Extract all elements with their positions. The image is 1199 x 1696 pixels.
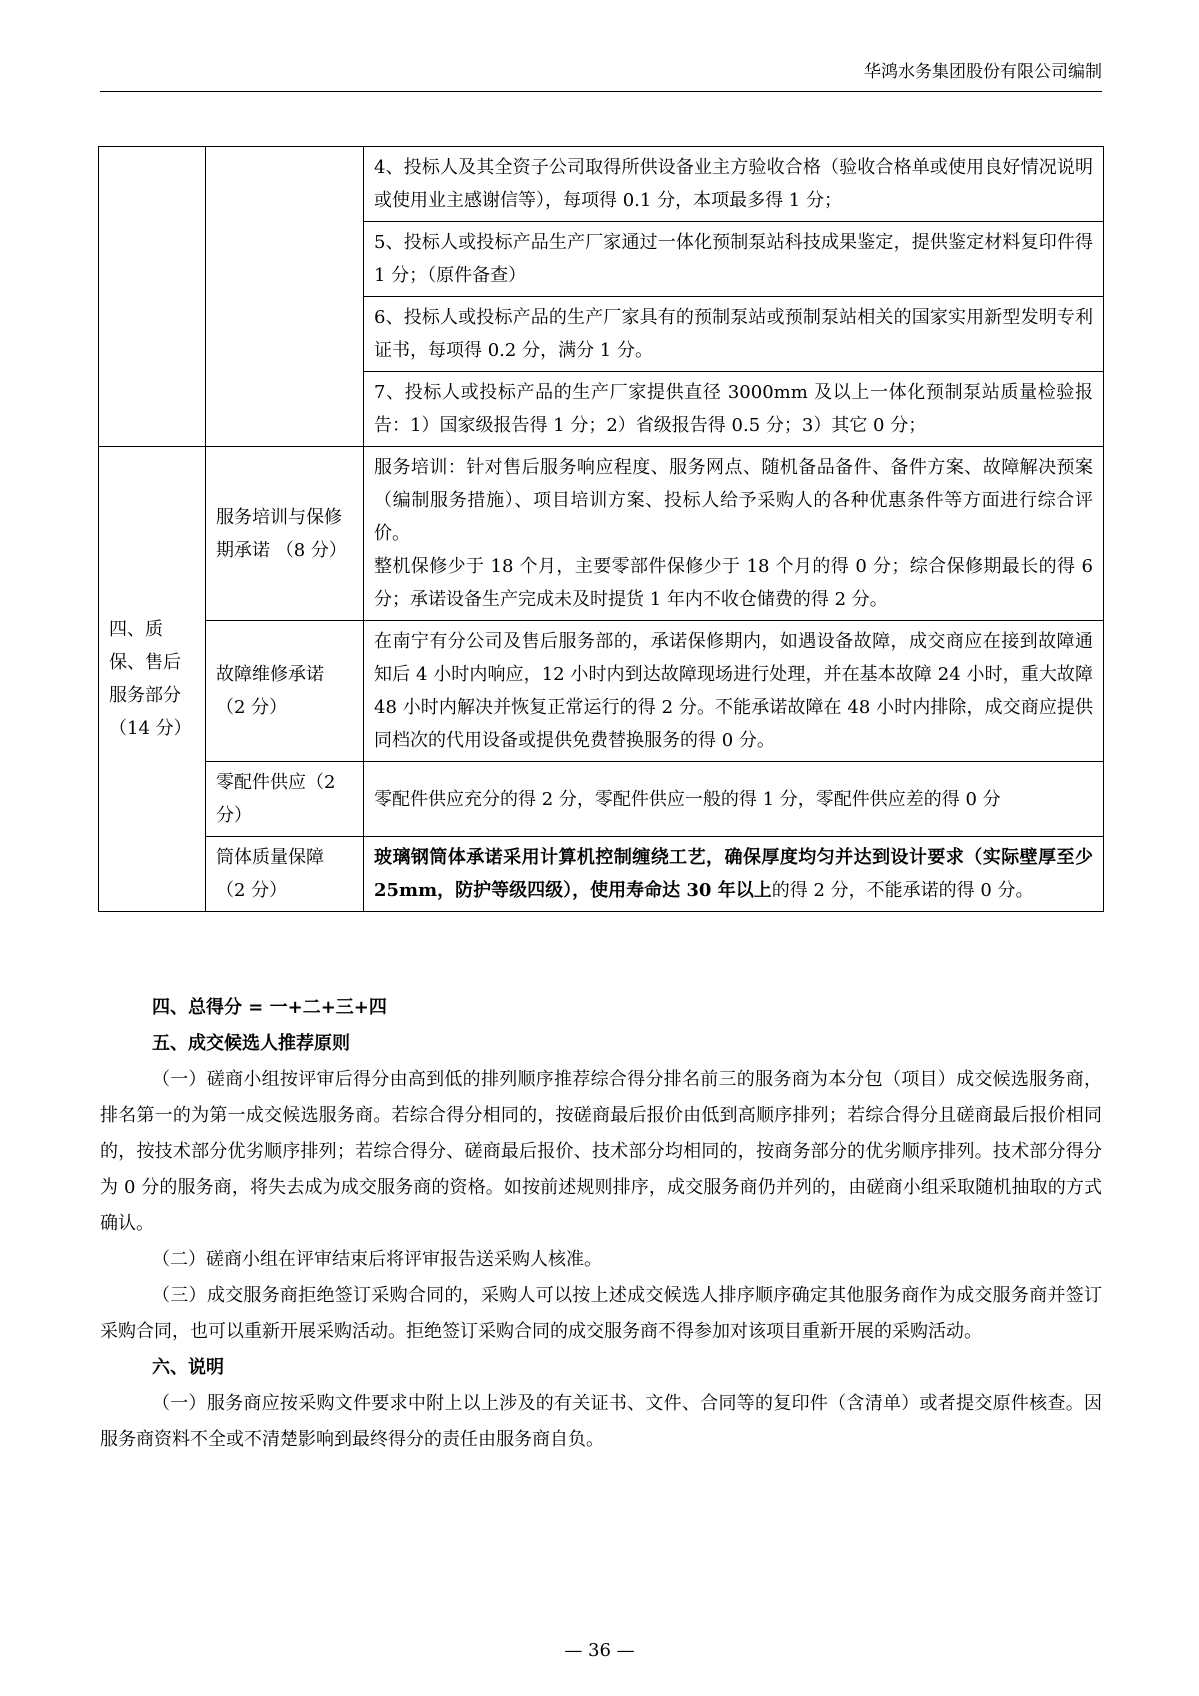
criteria-cell: 6、投标人或投标产品的生产厂家具有的预制泵站或预制泵站相关的国家实用新型发明专利证书，每项得 0.2 分，满分 1 分。 [364, 297, 1104, 372]
table-row [99, 837, 1104, 912]
table-row [99, 447, 1104, 621]
recommend-heading: 五、成交候选人推荐原则 [152, 1033, 350, 1054]
criteria-cell: 7、投标人或投标产品的生产厂家提供直径 3000mm 及以上一体化预制泵站质量检验报告：1）国家级报告得 1 分；2）省级报告得 0.5 分；3）其它 0 分； [364, 372, 1104, 447]
paragraph: （一）磋商小组按评审后得分由高到低的排列顺序推荐综合得分排名前三的服务商为本分包（项目）成交候选服务商，排名第一的为第一成交候选服务商。若综合得分相同的，按磋商最后报价由低到高顺序排列；若综合得分且磋商最后报价相同的，按技术部分优劣顺序排列；若综合得分、磋商最后报价、技术部分均相同的，按商务部分的优劣顺序排列。技术部分得分为 0 分的服务商，将失去成为成交服务商的资格。如按前述规则排序，成交服务商仍并列的，由磋商小组采取随机抽取的方式确认。 [100, 1069, 1102, 1234]
criteria-cell [364, 837, 1104, 912]
criteria-text: 服务培训：针对售后服务响应程度、服务网点、随机备品备件、备件方案、故障解决预案（编制服务措施）、项目培训方案、投标人给予采购人的各种优惠条件等方面进行综合评价。 [374, 457, 1093, 544]
item-cell: 零配件供应（2 分） [206, 762, 364, 837]
table-row [99, 147, 1104, 222]
notes-heading: 六、说明 [152, 1357, 224, 1378]
scoring-table [98, 146, 1104, 912]
criteria-cell: 零配件供应充分的得 2 分，零配件供应一般的得 1 分，零配件供应差的得 0 分 [364, 762, 1104, 837]
paragraph: （二）磋商小组在评审结束后将评审报告送采购人核准。 [152, 1249, 602, 1270]
paragraph: （一）服务商应按采购文件要求中附上以上涉及的有关证书、文件、合同等的复印件（含清单）或者提交原件核查。因服务商资料不全或不清楚影响到最终得分的责任由服务商自负。 [100, 1393, 1102, 1450]
section-label-cell: 四、质保、售后服务部分（14 分） [99, 447, 206, 912]
page-number: — 36 — [564, 1640, 635, 1661]
page-header: 华鸿水务集团股份有限公司编制 [864, 62, 1102, 82]
item-cell: 故障维修承诺（2 分） [206, 621, 364, 762]
criteria-text: 的得 2 分，不能承诺的得 0 分。 [771, 880, 1034, 901]
table-row [99, 762, 1104, 837]
criteria-cell [364, 447, 1104, 621]
criteria-cell: 在南宁有分公司及售后服务部的，承诺保修期内，如遇设备故障，成交商应在接到故障通知后 4 小时内响应，12 小时内到达故障现场进行处理，并在基本故障 24 小时，重大故障 48 小时内解决并恢复正常运行的得 2 分。不能承诺故障在 48 小时内排除，成交商应提供同档次的代用设备或提供免费替换服务的得 0 分。 [364, 621, 1104, 762]
header-divider [100, 91, 1102, 92]
criteria-cell: 5、投标人或投标产品生产厂家通过一体化预制泵站科技成果鉴定，提供鉴定材料复印件得 1 分；（原件备查） [364, 222, 1104, 297]
item-cell: 服务培训与保修期承诺 （8 分） [206, 447, 364, 621]
criteria-bold-text: 玻璃钢筒体承诺采用计算机控制缠绕工艺，确保厚度均匀并达到设计要求（实际壁厚至少 25mm，防护等级四级），使用寿命达 30 年以上 [374, 847, 1093, 901]
criteria-text: 整机保修少于 18 个月，主要零部件保修少于 18 个月的得 0 分；综合保修期最长的得 6 分；承诺设备生产完成未及时提货 1 年内不收仓储费的得 2 分。 [374, 556, 1093, 610]
criteria-cell: 4、投标人及其全资子公司取得所供设备业主方验收合格（验收合格单或使用良好情况说明或使用业主感谢信等），每项得 0.1 分，本项最多得 1 分； [364, 147, 1104, 222]
table-cell-empty [206, 147, 364, 447]
item-cell: 筒体质量保障（2 分） [206, 837, 364, 912]
table-row [99, 621, 1104, 762]
total-score-heading: 四、总得分 = 一+二+三+四 [152, 997, 387, 1018]
paragraph: （三）成交服务商拒绝签订采购合同的，采购人可以按上述成交候选人排序顺序确定其他服务商作为成交服务商并签订采购合同，也可以重新开展采购活动。拒绝签订采购合同的成交服务商不得参加对该项目重新开展的采购活动。 [100, 1285, 1102, 1342]
table-cell-empty [99, 147, 206, 447]
body-text [100, 990, 1102, 1458]
